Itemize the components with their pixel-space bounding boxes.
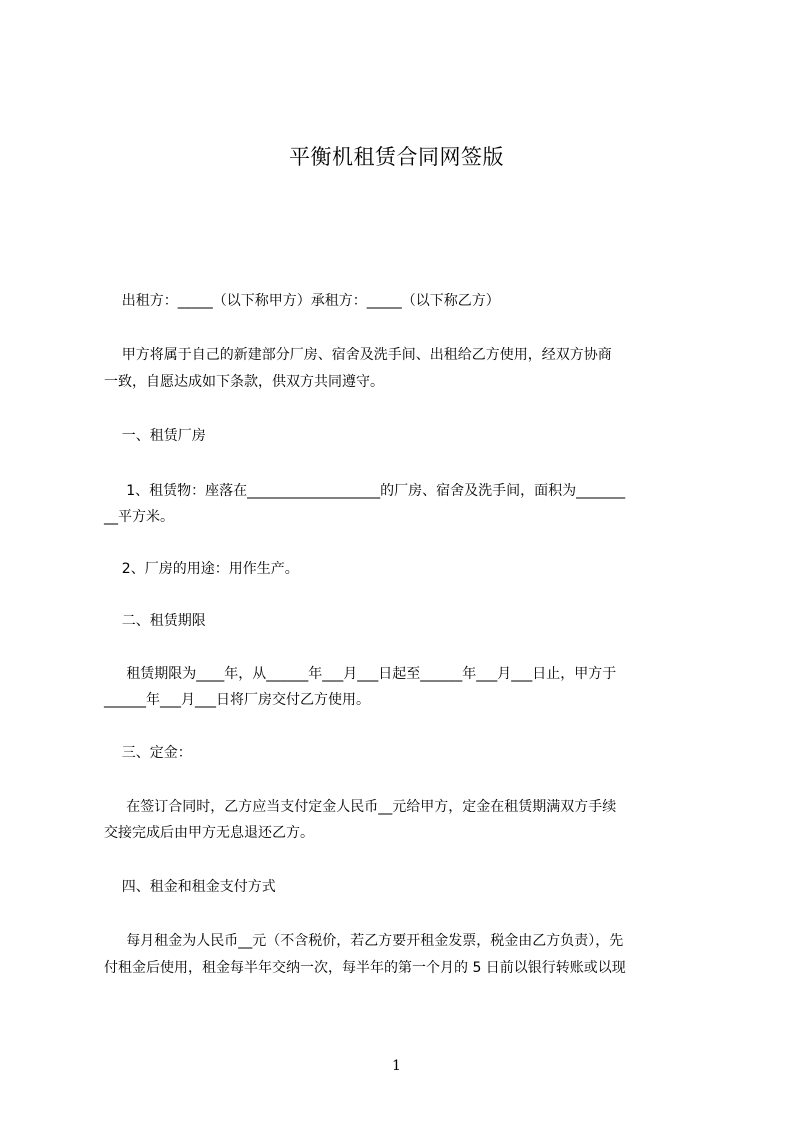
deposit-line-2: 交接完成后由甲方无息退还乙方。	[104, 825, 314, 841]
rent-line-2: 付租金后使用，租金每半年交纳一次，每半年的第一个月的 5 日前以银行转账或以现	[104, 960, 626, 976]
clause-2-line: 2、厂房的用途：用作生产。	[104, 561, 299, 577]
term-line-2: ______年___月___日将厂房交付乙方使用。	[104, 692, 370, 708]
section-heading-2: 二、租赁期限	[104, 613, 206, 629]
section-heading-1: 一、租赁厂房	[104, 428, 206, 444]
deposit-line-1: 在签订合同时，乙方应当支付定金人民币__元给甲方，定金在租赁期满双方手续	[104, 799, 617, 815]
term-line-1: 租赁期限为____年，从______年___月___日起至______年___月___日止，甲方于	[104, 666, 617, 682]
clause-1-line-1: 1、租赁物：座落在___________________的厂房、宿舍及洗手间，面积为_______	[104, 483, 626, 499]
document-title: 平衡机租赁合同网签版	[289, 145, 504, 169]
section-heading-4: 四、租金和租金支付方式	[104, 879, 276, 895]
section-heading-3: 三、定金：	[104, 745, 192, 761]
clause-1-line-2: __平方米。	[104, 509, 174, 525]
intro-line-1: 甲方将属于自己的新建部分厂房、宿舍及洗手间、出租给乙方使用，经双方协商	[104, 347, 612, 363]
page-number: 1	[392, 1058, 401, 1074]
intro-line-2: 一致，自愿达成如下条款，供双方共同遵守。	[104, 374, 384, 390]
parties-line: 出租方：_____（以下称甲方）承租方：_____（以下称乙方）	[104, 293, 500, 309]
rent-line-1: 每月租金为人民币__元（不含税价，若乙方要开租金发票，税金由乙方负责），先	[104, 933, 624, 949]
